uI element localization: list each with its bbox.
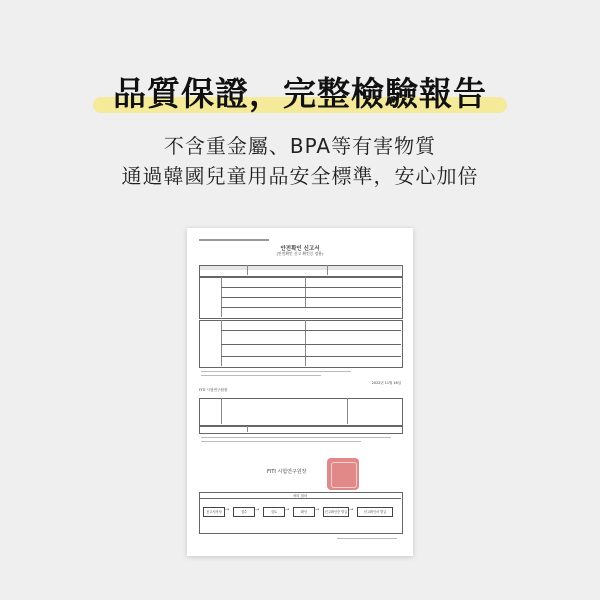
doc-institute: FITI 시험연구원장 [199, 388, 228, 392]
arrow-right-icon: → [285, 507, 290, 513]
subtitle-line-1: 不含重金屬、BPA等有害物質 [163, 134, 437, 158]
doc-row-line [221, 344, 401, 345]
headline-text: 品質保證，完整檢驗報告 [113, 74, 487, 113]
doc-text-line [201, 437, 391, 438]
official-seal-stamp [327, 458, 359, 490]
doc-row-line [221, 307, 401, 308]
doc-table-notes [199, 398, 403, 426]
doc-table-number [199, 426, 403, 434]
headline-container [0, 68, 600, 115]
doc-title: 안전확인 신고서 [280, 246, 320, 252]
doc-divider [327, 265, 328, 275]
doc-date: 2022년 11월 16일 [371, 381, 401, 385]
doc-row-line [221, 356, 401, 357]
doc-signature-name: FITI 시험연구원장 [267, 469, 307, 475]
process-step: 확인 [293, 507, 315, 517]
doc-divider [221, 320, 222, 366]
arrow-right-icon: → [315, 507, 320, 513]
doc-footer-line [337, 538, 397, 539]
doc-process-title: 처리 절차 [292, 494, 308, 498]
process-step: 신고서작성 [203, 507, 225, 517]
doc-divider [247, 426, 248, 432]
doc-divider [347, 398, 348, 424]
arrow-right-icon: → [225, 507, 230, 513]
process-step: 접수 [233, 507, 255, 517]
arrow-right-icon: → [255, 507, 260, 513]
doc-table-applicant [199, 277, 403, 319]
doc-divider [305, 277, 306, 307]
process-step: 검토 [263, 507, 285, 517]
doc-header-note [199, 238, 401, 241]
doc-text-line [201, 371, 351, 372]
process-step: 신고확인서 발급 [357, 507, 393, 517]
doc-divider [247, 265, 248, 275]
headline [107, 68, 493, 115]
doc-divider [221, 398, 222, 424]
doc-row-line [221, 297, 401, 298]
doc-table-shade [200, 266, 401, 270]
doc-text-line [201, 375, 321, 376]
doc-subtitle: (안전확인 신고 확인증 겸용) [276, 251, 324, 256]
doc-row-line [221, 287, 401, 288]
subtitle-line-2: 通過韓國兒童用品安全標準，安心加倍 [121, 164, 479, 188]
certificate-document [187, 228, 413, 556]
doc-text-line [201, 441, 361, 442]
doc-row-line [199, 498, 401, 499]
process-step: 신고확인증 발급 [323, 507, 349, 517]
arrow-right-icon: → [349, 507, 354, 513]
doc-divider [305, 320, 306, 366]
doc-row-line [221, 330, 401, 331]
